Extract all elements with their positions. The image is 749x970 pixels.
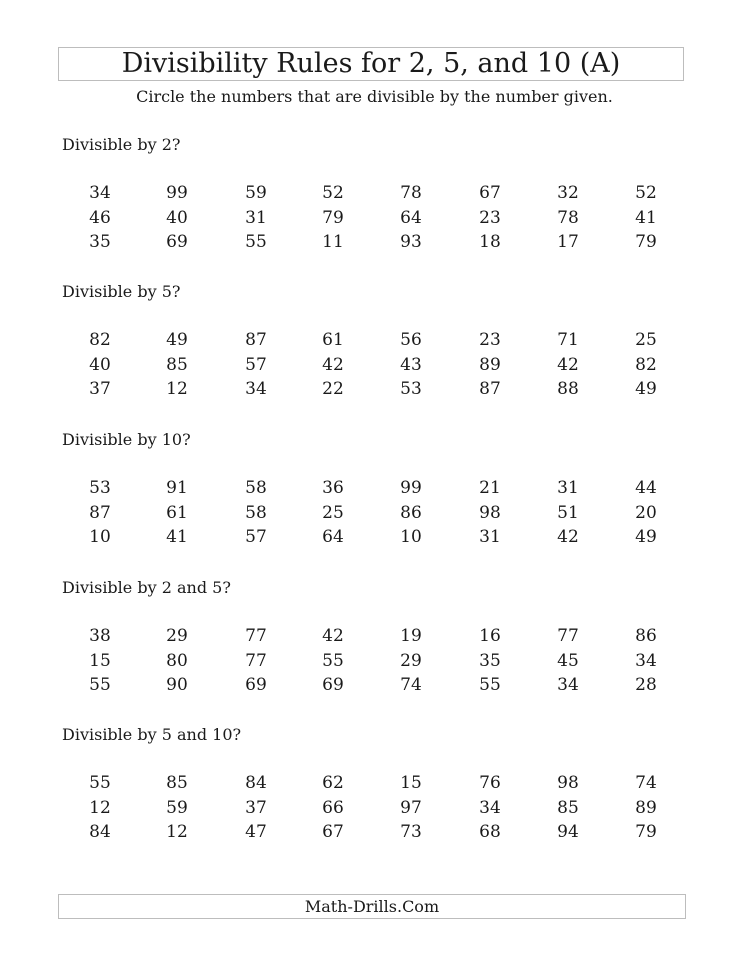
number-choice[interactable]: 99 [166,183,188,203]
number-choice[interactable]: 12 [166,822,188,842]
number-choice[interactable]: 97 [400,797,422,818]
number-choice[interactable]: 41 [166,527,188,547]
number-choice[interactable]: 40 [166,207,188,228]
number-choice[interactable]: 18 [479,232,501,252]
number-choice[interactable]: 79 [322,207,344,228]
number-choice[interactable]: 42 [322,354,344,375]
number-choice[interactable]: 61 [322,330,344,350]
number-choice[interactable]: 17 [557,232,579,252]
number-choice[interactable]: 99 [400,478,422,498]
number-choice[interactable]: 34 [245,379,267,399]
number-choice[interactable]: 37 [245,797,267,818]
number-choice[interactable]: 37 [89,379,111,399]
number-choice[interactable]: 90 [166,675,188,695]
number-choice[interactable]: 62 [322,773,344,793]
number-choice[interactable]: 42 [557,527,579,547]
number-choice[interactable]: 59 [166,797,188,818]
number-choice[interactable]: 31 [479,527,501,547]
number-choice[interactable]: 42 [557,354,579,375]
number-choice[interactable]: 93 [400,232,422,252]
number-choice[interactable]: 89 [635,797,657,818]
number-choice[interactable]: 55 [322,650,344,671]
number-choice[interactable]: 10 [400,527,422,547]
number-choice[interactable]: 68 [479,822,501,842]
number-choice[interactable]: 29 [400,650,422,671]
number-choice[interactable]: 56 [400,330,422,350]
instructions-text: Circle the numbers that are divisible by the number given. [136,87,613,106]
number-choice[interactable]: 98 [557,773,579,793]
number-choice[interactable]: 77 [245,650,267,671]
number-choice[interactable]: 67 [479,183,501,203]
number-choice[interactable]: 84 [89,822,111,842]
number-choice[interactable]: 53 [400,379,422,399]
section-heading: Divisible by 2? [62,135,181,154]
number-choice[interactable]: 55 [479,675,501,695]
number-choice[interactable]: 82 [89,330,111,350]
number-choice[interactable]: 82 [635,354,657,375]
number-choice[interactable]: 31 [245,207,267,228]
number-choice[interactable]: 67 [322,822,344,842]
number-choice[interactable]: 22 [322,379,344,399]
number-choice[interactable]: 74 [635,773,657,793]
number-choice[interactable]: 51 [557,502,579,523]
number-choice[interactable]: 57 [245,354,267,375]
number-choice[interactable]: 64 [322,527,344,547]
number-choice[interactable]: 77 [557,626,579,646]
number-choice[interactable]: 28 [635,675,657,695]
number-choice[interactable]: 23 [479,207,501,228]
number-choice[interactable]: 16 [479,626,501,646]
number-choice[interactable]: 94 [557,822,579,842]
number-choice[interactable]: 78 [400,183,422,203]
number-choice[interactable]: 59 [245,183,267,203]
number-choice[interactable]: 45 [557,650,579,671]
number-choice[interactable]: 55 [245,232,267,252]
number-choice[interactable]: 86 [400,502,422,523]
number-choice[interactable]: 55 [89,675,111,695]
number-choice[interactable]: 42 [322,626,344,646]
number-choice[interactable]: 61 [166,502,188,523]
number-choice[interactable]: 79 [635,232,657,252]
worksheet-title: Divisibility Rules for 2, 5, and 10 (A) [58,47,684,81]
number-choice[interactable]: 71 [557,330,579,350]
section-heading: Divisible by 5 and 10? [62,725,242,744]
number-choice[interactable]: 21 [479,478,501,498]
number-choice[interactable]: 98 [479,502,501,523]
number-choice[interactable]: 25 [322,502,344,523]
number-choice[interactable]: 58 [245,502,267,523]
number-choice[interactable]: 77 [245,626,267,646]
number-choice[interactable]: 15 [89,650,111,671]
number-choice[interactable]: 84 [245,773,267,793]
number-choice[interactable]: 49 [635,379,657,399]
number-choice[interactable]: 87 [479,379,501,399]
number-choice[interactable]: 35 [479,650,501,671]
number-choice[interactable]: 66 [322,797,344,818]
number-choice[interactable]: 35 [89,232,111,252]
number-choice[interactable]: 91 [166,478,188,498]
number-choice[interactable]: 49 [635,527,657,547]
number-choice[interactable]: 87 [89,502,111,523]
number-choice[interactable]: 12 [89,797,111,818]
number-choice[interactable]: 57 [245,527,267,547]
number-choice[interactable]: 73 [400,822,422,842]
number-choice[interactable]: 78 [557,207,579,228]
number-choice[interactable]: 43 [400,354,422,375]
number-choice[interactable]: 34 [89,183,111,203]
number-choice[interactable]: 87 [245,330,267,350]
number-choice[interactable]: 55 [89,773,111,793]
number-choice[interactable]: 69 [166,232,188,252]
number-choice[interactable]: 34 [479,797,501,818]
number-choice[interactable]: 20 [635,502,657,523]
number-choice[interactable]: 10 [89,527,111,547]
number-choice[interactable]: 41 [635,207,657,228]
number-choice[interactable]: 53 [89,478,111,498]
section-heading: Divisible by 2 and 5? [62,578,231,597]
number-choice[interactable]: 69 [245,675,267,695]
number-choice[interactable]: 25 [635,330,657,350]
number-choice[interactable]: 44 [635,478,657,498]
number-choice[interactable]: 36 [322,478,344,498]
number-choice[interactable]: 47 [245,822,267,842]
number-choice[interactable]: 79 [635,822,657,842]
number-choice[interactable]: 38 [89,626,111,646]
number-choice[interactable]: 89 [479,354,501,375]
number-choice[interactable]: 80 [166,650,188,671]
number-choice[interactable]: 32 [557,183,579,203]
number-choice[interactable]: 85 [557,797,579,818]
number-choice[interactable]: 49 [166,330,188,350]
number-choice[interactable]: 85 [166,354,188,375]
number-choice[interactable]: 64 [400,207,422,228]
number-choice[interactable]: 23 [479,330,501,350]
number-choice[interactable]: 85 [166,773,188,793]
number-choice[interactable]: 88 [557,379,579,399]
section-heading: Divisible by 5? [62,282,181,301]
number-choice[interactable]: 19 [400,626,422,646]
number-choice[interactable]: 12 [166,379,188,399]
number-choice[interactable]: 31 [557,478,579,498]
number-choice[interactable]: 86 [635,626,657,646]
number-choice[interactable]: 29 [166,626,188,646]
number-choice[interactable]: 34 [557,675,579,695]
section-heading: Divisible by 10? [62,430,191,449]
number-choice[interactable]: 40 [89,354,111,375]
number-choice[interactable]: 58 [245,478,267,498]
number-choice[interactable]: 69 [322,675,344,695]
footer-credit: Math-Drills.Com [58,894,686,919]
number-choice[interactable]: 34 [635,650,657,671]
number-choice[interactable]: 52 [322,183,344,203]
number-choice[interactable]: 76 [479,773,501,793]
number-choice[interactable]: 11 [322,232,344,252]
number-choice[interactable]: 15 [400,773,422,793]
number-choice[interactable]: 52 [635,183,657,203]
number-choice[interactable]: 74 [400,675,422,695]
number-choice[interactable]: 46 [89,207,111,228]
